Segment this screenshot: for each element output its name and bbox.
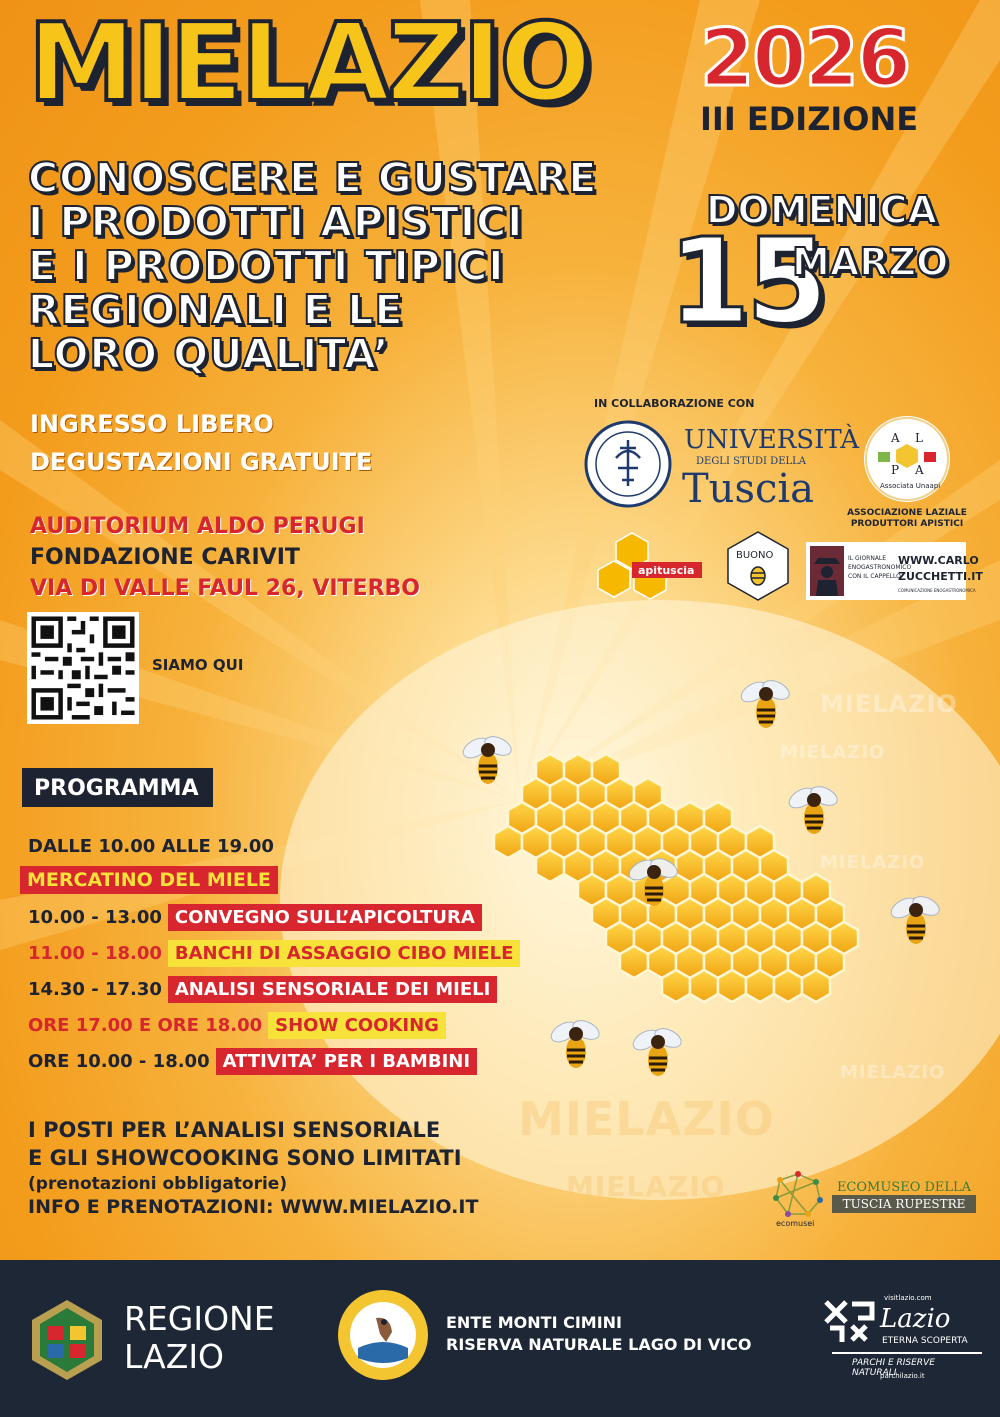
bee-icon xyxy=(738,677,792,728)
headline xyxy=(28,156,668,376)
program-item-event: CONVEGNO SULL’APICOLTURA xyxy=(168,904,482,931)
program-item xyxy=(28,940,520,967)
program-item-event: SHOW COOKING xyxy=(268,1012,446,1039)
apituscia-text: apituscia xyxy=(638,564,695,577)
regione-lazio-name xyxy=(124,1300,275,1376)
ecomuseo-line: TUSCIA RUPESTRE xyxy=(832,1195,976,1213)
buono-logo xyxy=(722,530,794,602)
ecomuseo-line: ECOMUSEO DELLA xyxy=(836,1180,972,1195)
program-market: MERCATINO DEL MIELE xyxy=(20,866,278,894)
riserva-lago-vico-logo xyxy=(336,1288,430,1382)
date-weekday: DOMENICA xyxy=(706,188,937,232)
date-day: 15 xyxy=(668,212,825,350)
program-label: PROGRAMMA xyxy=(22,768,213,807)
alpa-logo xyxy=(864,416,950,502)
qr-label: SIAMO QUI xyxy=(152,656,244,674)
university-tuscia-logo xyxy=(584,418,860,512)
watermark-text: MIELAZIO xyxy=(820,852,926,873)
ente-line: RISERVA NATURALE LAGO DI VICO xyxy=(446,1335,752,1354)
headline-line: CONOSCERE E GUSTARE xyxy=(28,154,598,202)
event-edition: III EDIZIONE xyxy=(700,100,919,138)
ecomuseo-tuscia-logo xyxy=(832,1180,976,1213)
program-item-time: ORE 17.00 E ORE 18.00 xyxy=(28,1015,263,1036)
visitlazio-site: visitlazio.com xyxy=(884,1294,932,1302)
watermark-text: MIELAZIO xyxy=(820,690,958,718)
alpa-letter: P xyxy=(891,463,900,477)
bee-icon xyxy=(460,733,514,784)
headline-line: LORO QUALITA’ xyxy=(28,330,390,378)
alpa-caption xyxy=(842,508,972,530)
alpa-caption-line: ASSOCIAZIONE LAZIALE xyxy=(847,508,967,518)
program-market-row xyxy=(20,866,278,894)
program-item-time: 11.00 - 18.00 xyxy=(28,943,162,964)
university-name-mid: DEGLI STUDI DELLA xyxy=(696,456,806,467)
giornale-cappello-logo xyxy=(806,542,983,600)
program-item xyxy=(28,976,497,1003)
booking-note: E GLI SHOWCOOKING SONO LIMITATI xyxy=(28,1146,462,1170)
alpa-letter: L xyxy=(915,431,923,445)
program-item-time: ORE 10.00 - 18.00 xyxy=(28,1051,210,1072)
event-year: 2026 xyxy=(700,14,910,104)
program-item-event: ANALISI SENSORIALE DEI MIELI xyxy=(168,976,497,1003)
regione-lazio-line: LAZIO xyxy=(124,1337,225,1376)
lazio-brand-text: Lazio xyxy=(880,1304,951,1334)
university-name-top: UNIVERSITÀ xyxy=(684,425,860,455)
parchi-riserve-text: PARCHI E RISERVE NATURALI xyxy=(852,1358,935,1378)
regione-lazio-crest-icon xyxy=(30,1298,104,1382)
regione-lazio-line: REGIONE xyxy=(124,1299,275,1338)
footer-bar xyxy=(0,1260,1000,1417)
eterna-scoperta-text: ETERNA SCOPERTA xyxy=(882,1336,968,1346)
ente-line: ENTE MONTI CIMINI xyxy=(446,1313,622,1332)
ecomusei-logo xyxy=(768,1168,828,1230)
logo-divider xyxy=(832,1352,982,1354)
program-item xyxy=(28,1012,446,1039)
program-item-time: 10.00 - 13.00 xyxy=(28,907,162,928)
university-name-bottom: Tuscia xyxy=(682,466,815,512)
event-title: MIELAZIO xyxy=(28,1,589,126)
watermark-text: MIELAZIO xyxy=(840,1062,946,1083)
ecomusei-text: ecomusei xyxy=(776,1219,815,1228)
date-month: MARZO xyxy=(792,240,949,284)
headline-line: REGIONALI E LE xyxy=(28,286,404,334)
lazio-eterna-scoperta-logo xyxy=(822,1294,982,1394)
giornale-site: WWW.CARLO xyxy=(898,554,979,567)
watermark-text: MIELAZIO xyxy=(566,1170,726,1203)
watermark-text: MIELAZIO xyxy=(780,742,886,763)
program-item-time: 14.30 - 17.30 xyxy=(28,979,162,1000)
giornale-line: CON IL CAPPELLO xyxy=(848,573,901,580)
entry-info: INGRESSO LIBERO xyxy=(30,410,274,438)
booking-info-link[interactable]: INFO E PRENOTAZIONI: WWW.MIELAZIO.IT xyxy=(28,1196,479,1218)
apituscia-logo xyxy=(594,528,710,612)
collaboration-label: IN COLLABORAZIONE CON xyxy=(594,397,755,410)
buono-text: BUONO xyxy=(736,550,774,561)
tasting-info: DEGUSTAZIONI GRATUITE xyxy=(30,448,373,476)
program-hours: DALLE 10.00 ALLE 19.00 xyxy=(28,836,274,857)
bee-icon xyxy=(548,1017,602,1068)
venue-foundation: FONDAZIONE CARIVIT xyxy=(30,545,300,570)
giornale-line: IL GIORNALE xyxy=(848,555,887,562)
program-item xyxy=(28,1048,477,1075)
headline-line: I PRODOTTI APISTICI xyxy=(28,198,524,246)
ente-monti-cimini-name xyxy=(446,1312,752,1356)
alpa-letter: A xyxy=(891,431,900,445)
program-item-event: ATTIVITA’ PER I BAMBINI xyxy=(216,1048,477,1075)
booking-note: (prenotazioni obbligatorie) xyxy=(28,1174,288,1194)
program-item xyxy=(28,904,482,931)
bee-icon xyxy=(630,1025,684,1076)
venue-address: VIA DI VALLE FAUL 26, VITERBO xyxy=(30,576,420,601)
giornale-site: ZUCCHETTI.IT xyxy=(898,570,983,583)
venue-hall: AUDITORIUM ALDO PERUGI xyxy=(30,514,365,539)
headline-line: E I PRODOTTI TIPICI xyxy=(28,242,505,290)
bee-icon xyxy=(786,783,840,834)
bee-icon xyxy=(888,893,942,944)
honeycomb-illustration xyxy=(440,670,1000,1110)
qr-code-icon[interactable] xyxy=(27,612,139,724)
alpa-caption-line: PRODUTTORI APISTICI xyxy=(850,519,964,529)
lazio-pattern-icon xyxy=(822,1298,876,1346)
parchilazio-site: parchilazio.it xyxy=(880,1372,925,1380)
giornale-line: ENOGASTRONOMICO xyxy=(848,564,912,571)
alpa-letter: A xyxy=(915,463,924,477)
program-item-event: BANCHI DI ASSAGGIO CIBO MIELE xyxy=(168,940,521,967)
giornale-tag: COMUNICAZIONE ENOGASTRONOMICA xyxy=(898,588,976,593)
program-hours-row xyxy=(28,836,274,857)
booking-note: I POSTI PER L’ANALISI SENSORIALE xyxy=(28,1118,441,1142)
watermark-text: MIELAZIO xyxy=(518,1092,775,1146)
alpa-ring-text: Associata Unaapi xyxy=(880,482,941,490)
